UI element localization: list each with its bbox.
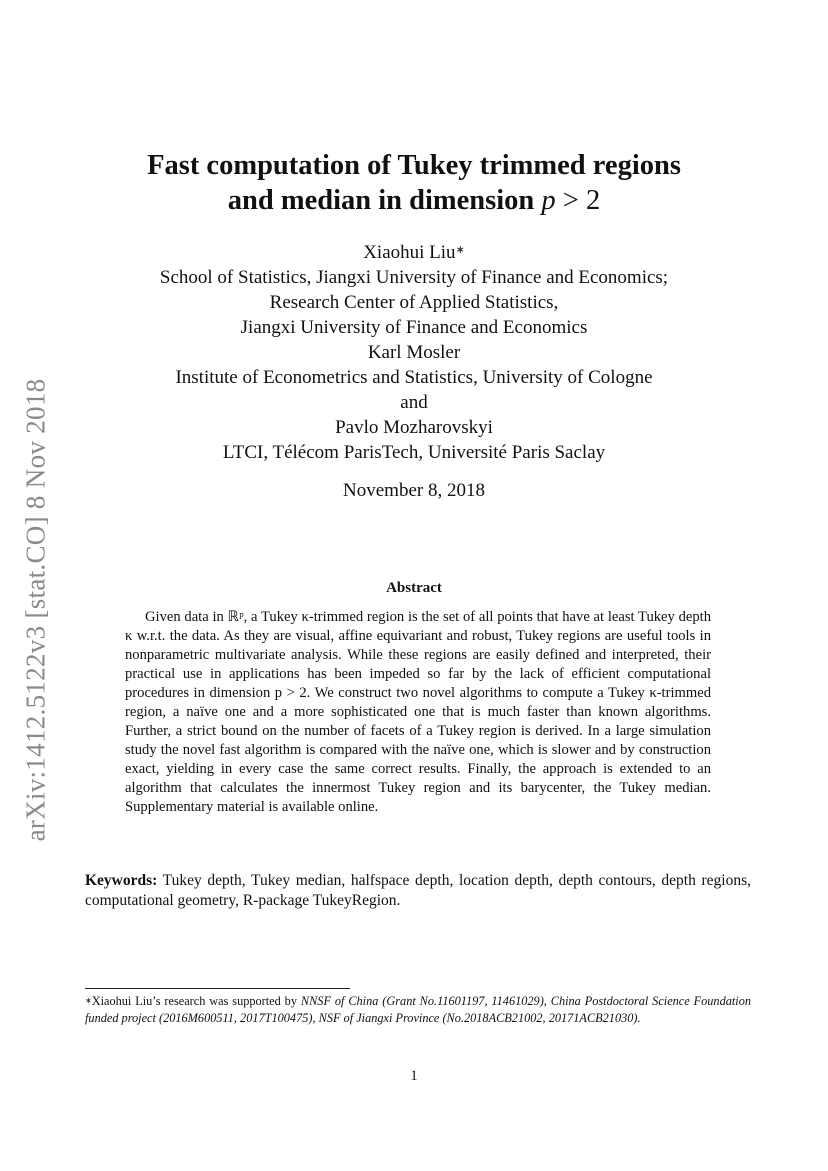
affiliation-2: Institute of Econometrics and Statistics, University of Cologne (175, 367, 653, 388)
paper-date: November 8, 2018 (343, 480, 485, 501)
author-1-name: Xiaohui Liu (363, 242, 456, 263)
affiliation-1c: Jiangxi University of Finance and Economics (240, 317, 588, 338)
footnote-text: Xiaohui Liu’s research was supported by (91, 994, 301, 1008)
author-3: Pavlo Mozharovskyi (335, 417, 493, 438)
abstract-heading: Abstract (386, 580, 442, 596)
footnote-mark: ∗ (85, 996, 92, 1005)
page-number: 1 (410, 1068, 418, 1084)
paper-title (0, 148, 828, 218)
footnote-italic: NNSF of China (Grant No.11601197, 11461029), China Postdoctoral Science Foundation funded project (2016M600511, 2017T100475), NSF of Jiangxi Province (No.2018ACB21002, 20171ACB21030). (85, 994, 751, 1025)
title-line-2-text: and median in dimension (227, 185, 542, 216)
title-math: p > 2 (541, 185, 601, 216)
affiliation-1b: Research Center of Applied Statistics, (269, 292, 559, 313)
footnote-marker: ∗ (455, 244, 465, 256)
author-block (0, 240, 828, 465)
author-1 (0, 240, 828, 265)
affiliation-1a: School of Statistics, Jiangxi University of Finance and Economics; (159, 267, 669, 288)
keywords-label: Keywords: (85, 872, 158, 889)
keywords-text: Tukey depth, Tukey median, halfspace depth, location depth, depth contours, depth regions, computational geometry, R-package TukeyRegion. (85, 872, 751, 909)
arxiv-identifier: arXiv:1412.5122v3 [stat.CO] 8 Nov 2018 (20, 378, 51, 842)
keywords (85, 871, 751, 911)
title-line-2 (0, 183, 828, 218)
author-2: Karl Mosler (367, 342, 461, 363)
and-separator: and (400, 392, 428, 413)
title-line-1: Fast computation of Tukey trimmed regions (147, 150, 681, 181)
footnote-rule (85, 988, 350, 989)
affiliation-3: LTCI, Télécom ParisTech, Université Paris Saclay (222, 442, 606, 463)
abstract-body: Given data in ℝᵖ, a Tukey κ-trimmed region is the set of all points that have at least Tukey depth κ w.r.t. the data. As they are visual, affine equivariant and robust, Tukey regions are useful tools in nonparametric multivariate analysis. While these regions are easily defined and interpreted, their practical use in applications has been impeded so far by the lack of efficient computational procedures in dimension p > 2. We construct two novel algorithms to compute a Tukey κ-trimmed region, a naïve one and a more sophisticated one that is much faster than known algorithms. Further, a strict bound on the number of facets of a Tukey region is derived. In a large simulation study the novel fast algorithm is compared with the naïve one, which is slower and by construction exact, yielding in every case the same correct results. Finally, the approach is extended to an algorithm that calculates the innermost Tukey region and its barycenter, the Tukey median. Supplementary material is available online. (125, 609, 711, 815)
footnote (85, 993, 751, 1027)
